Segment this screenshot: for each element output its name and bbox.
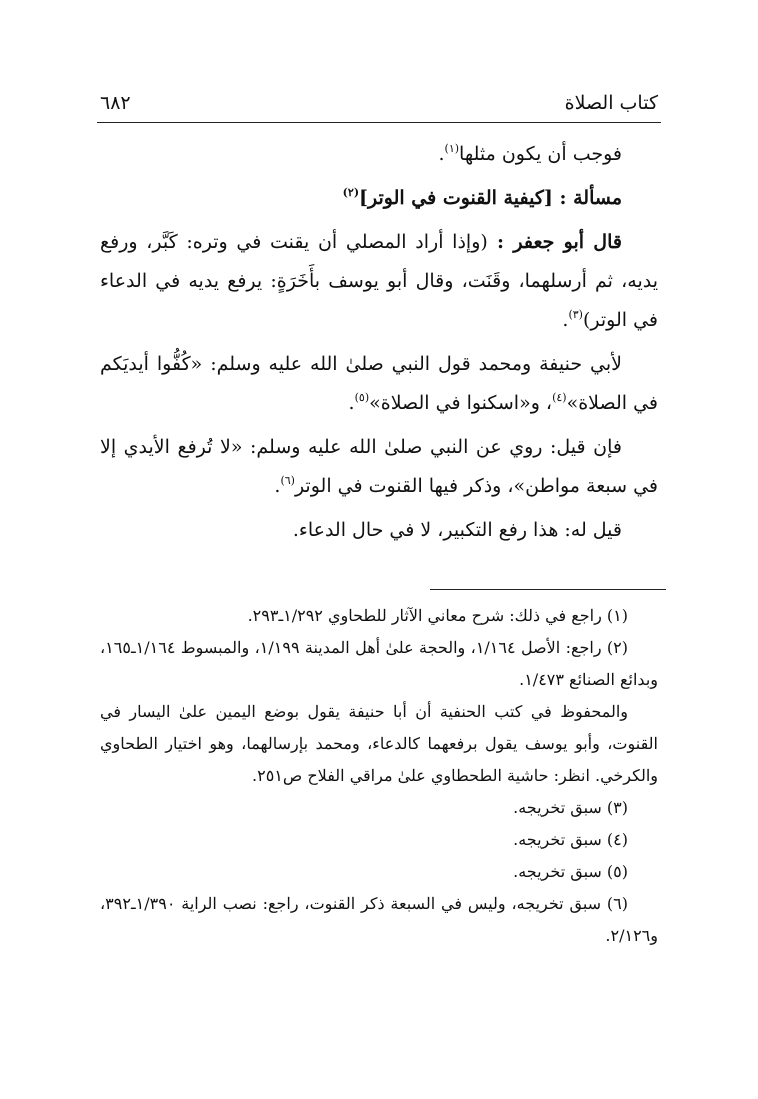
paragraph-reply: قيل له: هذا رفع التكبير، لا في حال الدعاء. [292,519,622,541]
footnotes [100,600,658,952]
issue-label: مسألة : [552,187,622,209]
footnote-ref: (٢) [342,186,360,199]
paragraph-conclusion: فوجب أن يكون مثلها$^{(١)}$. [438,142,622,165]
main-text [100,135,658,555]
footnote-ref: (٤) [552,391,567,404]
paragraph-argument: لأبي حنيفة ومحمد قول النبي صلىٰ الله عليه وسلم: «كُفُّوا أيديَكم في الصلاة»$^{(٤)}$، و«اسكنوا في الصلاة»$^{(٥)}$. [100,353,658,414]
page-header [100,88,658,118]
footnote-4: (٤) سبق تخريجه. [513,830,628,849]
issue-heading [100,179,658,218]
footnote-2-continued: والمحفوظ في كتب الحنفية أن أبا حنيفة يقول بوضع اليمين علىٰ اليسار في القنوت، وأبو يوسف يقول برفعهما كالدعاء، ومحمد بإرسالهما، وهو اختيار الطحاوي والكرخي. انظر: حاشية الطحطاوي علىٰ مراقي الفلاح ص٢٥١. [100,702,658,785]
footnote-ref: (١) [444,142,460,155]
footnote-1: (١) راجع في ذلك: شرح معاني الآثار للطحاوي ١/٢٩٢ـ٢٩٣. [247,606,628,625]
footnote-6: (٦) سبق تخريجه، وليس في السبعة ذكر القنوت، راجع: نصب الراية ١/٣٩٠ـ٣٩٢، و٢/١٢٦. [100,894,658,945]
speaker-label: قال أبو جعفر : [487,231,622,253]
footnote-ref: (٦) [280,474,295,487]
footnote-5: (٥) سبق تخريجه. [513,862,628,881]
footnote-ref: (٣) [568,308,583,321]
paragraph-abu-jafar: قال أبو جعفر : (وإذا أراد المصلي أن يقنت في وتره: كَبَّر، ورفع يديه، ثم أرسلهما، وقَنَت، وقال أبو يوسف بأَخَرَةٍ: يرفع يديه في الدعاء في الوتر)$^{(٣)}$. [100,231,658,331]
issue-title: [كيفية القنوت في الوتر] [359,187,553,209]
page-number: ٦٨٢ [100,92,131,114]
book-title: كتاب الصلاة [564,92,658,114]
paragraph-objection: فإن قيل: روي عن النبي صلىٰ الله عليه وسلم: «لا تُرفع الأيدي إلا في سبعة مواطن»، وذكر فيها القنوت في الوتر$^{(٦)}$. [100,436,658,497]
footnote-2: (٢) راجع: الأصل ١/١٦٤، والحجة علىٰ أهل المدينة ١/١٩٩، والمبسوط ١/١٦٤ـ١٦٥، وبدائع الصنائع ١/٤٧٣. [100,638,658,689]
footnote-divider [430,589,666,590]
footnote-3: (٣) سبق تخريجه. [513,798,628,817]
footnote-ref: (٥) [354,391,370,404]
header-divider [97,122,661,123]
